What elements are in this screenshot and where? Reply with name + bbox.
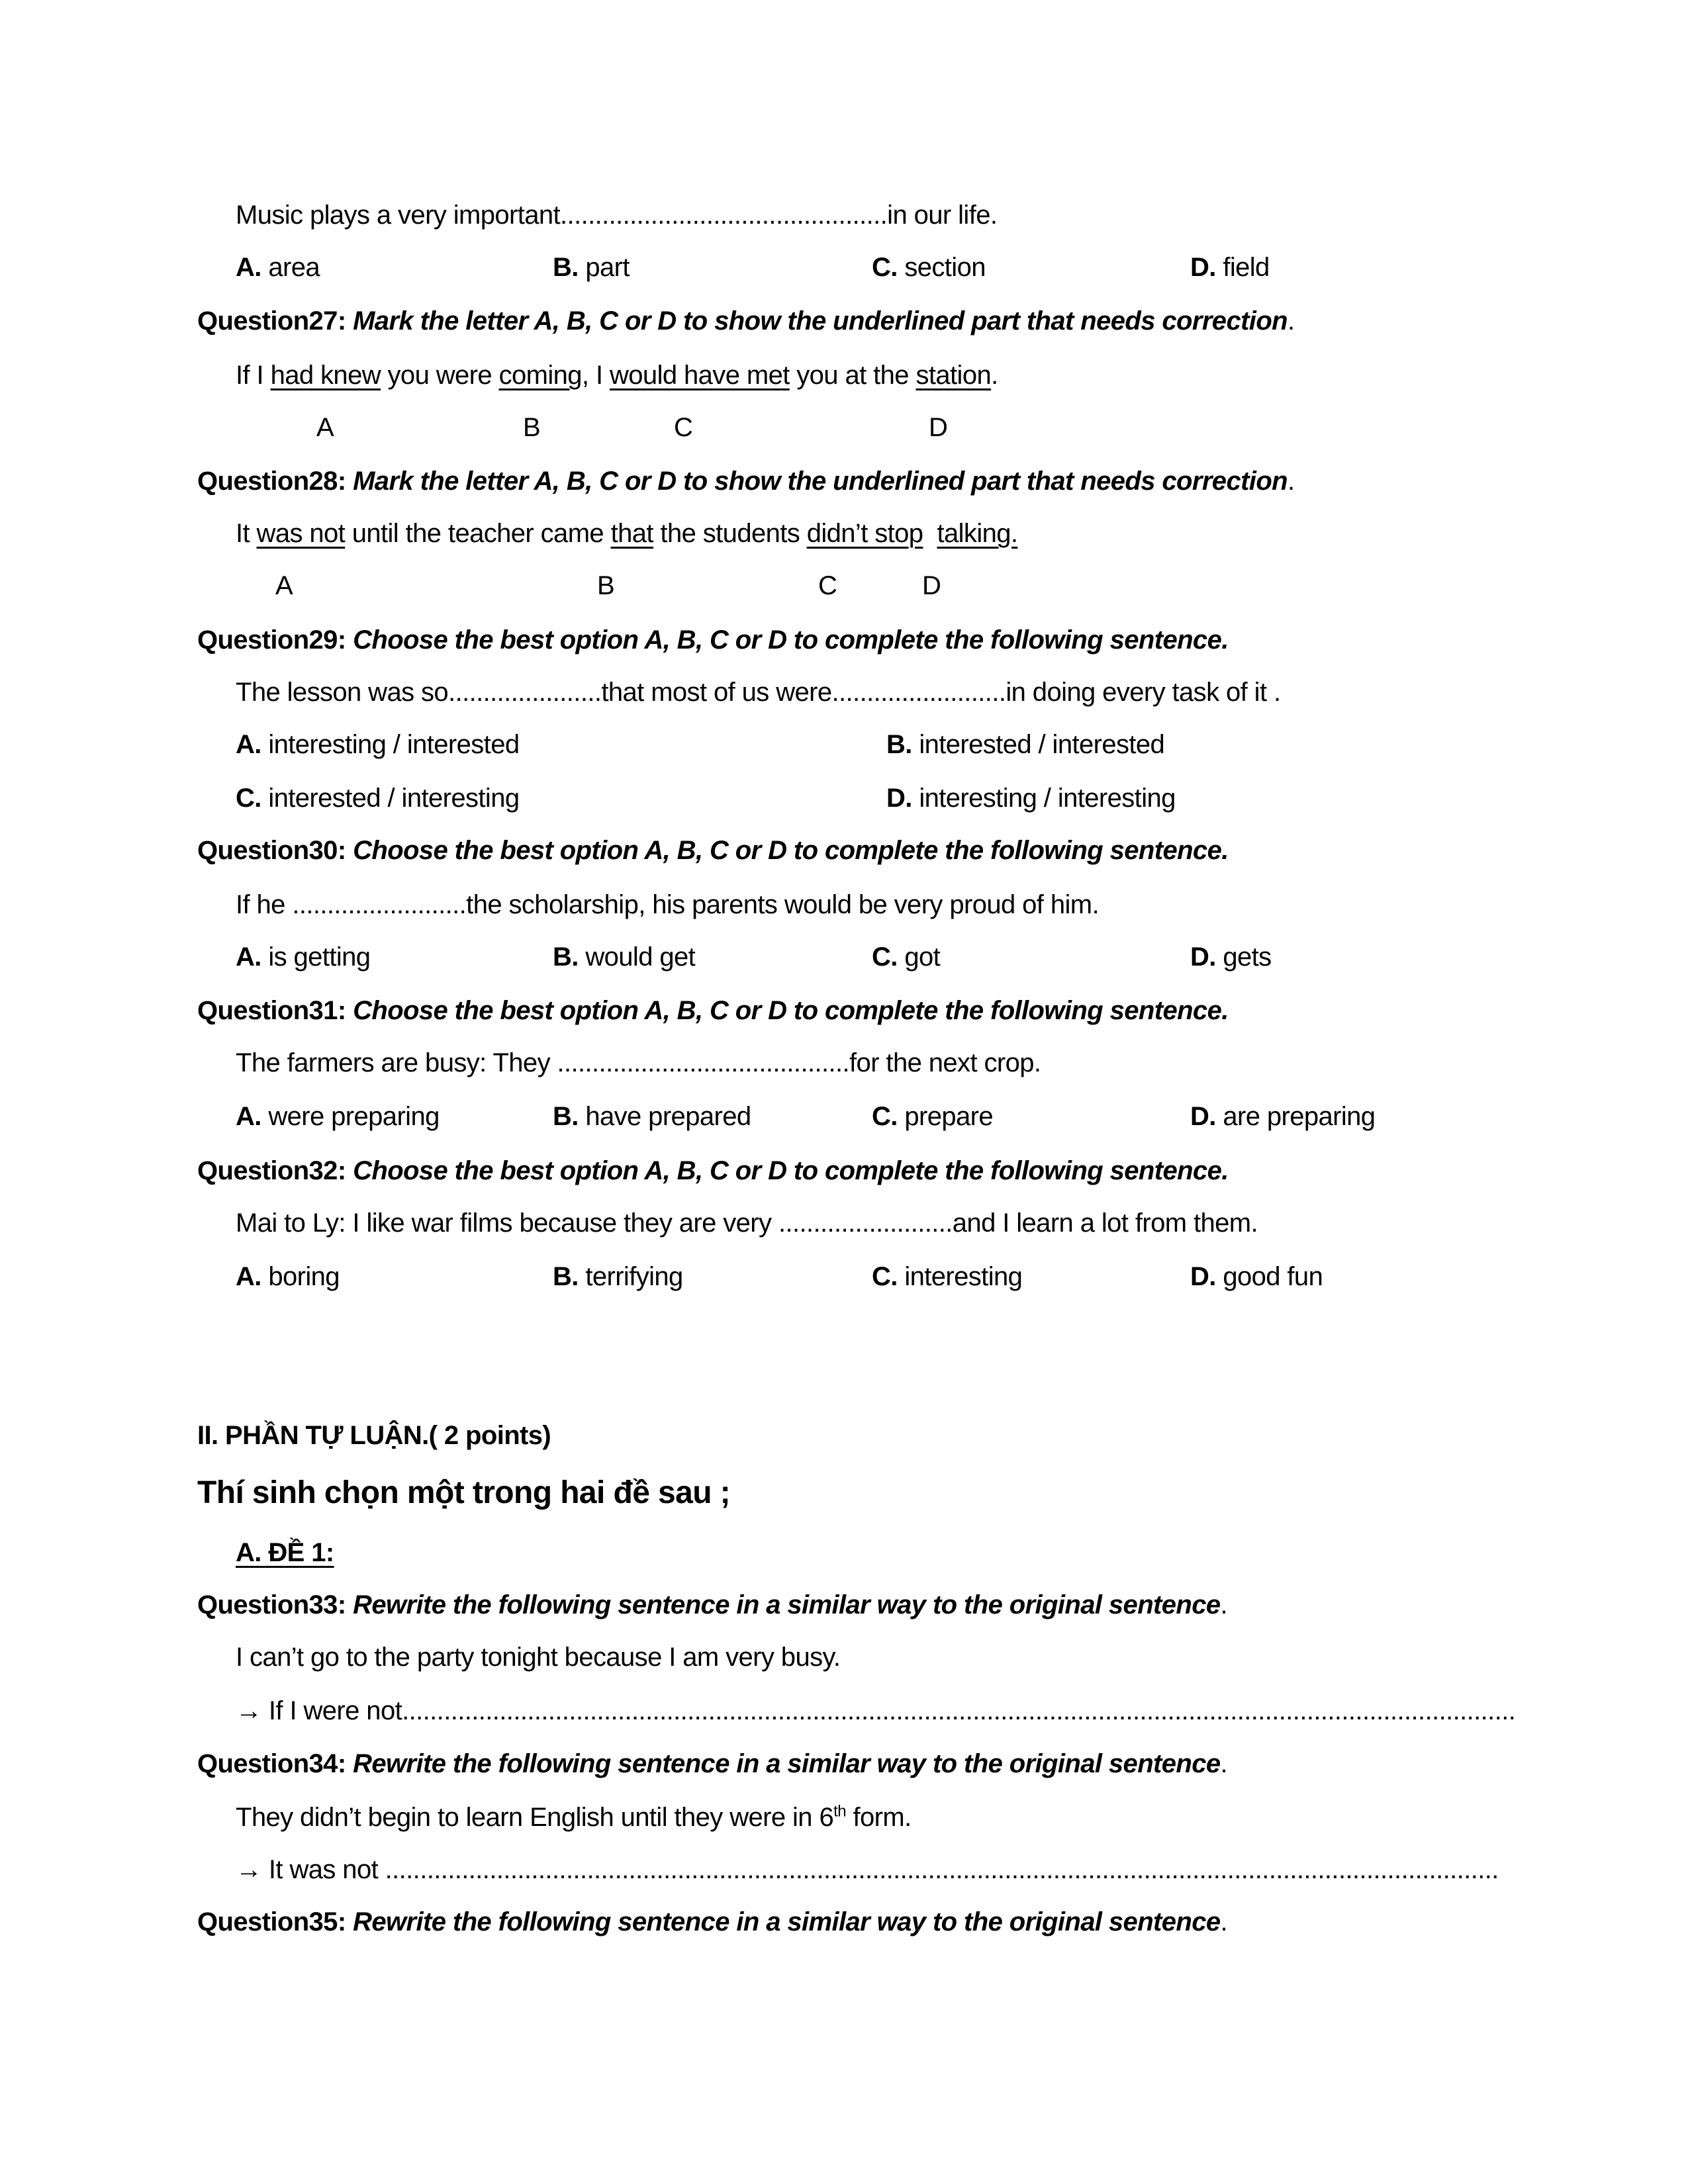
option-letter: D.: [1190, 1262, 1216, 1291]
q28-sentence: [236, 514, 1017, 553]
question-label: Question34:: [197, 1749, 346, 1778]
q28-letter-a: A: [275, 571, 293, 600]
arrow-icon: →: [236, 1855, 262, 1884]
option-text: part: [578, 253, 630, 282]
sentence-part: If I: [236, 361, 271, 390]
option-letter: D.: [1190, 1102, 1216, 1131]
option-letter: B.: [553, 1102, 579, 1131]
option-letter: B.: [553, 942, 579, 972]
question-instruction: Choose the best option A, B, C or D to complete the following sentence.: [346, 1156, 1229, 1185]
question-instruction: Choose the best option A, B, C or D to complete the following sentence.: [346, 836, 1229, 865]
question-instruction: Rewrite the following sentence in a similar way to the original sentence: [346, 1590, 1221, 1619]
question-label: Question27:: [197, 306, 346, 336]
q26-stem: Music plays a very important...............................................in our life.: [236, 201, 998, 230]
q29-option-b: [886, 725, 1164, 764]
q29-heading: [197, 620, 1229, 660]
question-instruction: Rewrite the following sentence in a similar way to the original sentence: [346, 1749, 1221, 1778]
q26-option-c: [872, 248, 986, 287]
question-label: Question32:: [197, 1156, 346, 1185]
question-end: .: [1288, 306, 1295, 336]
q28-letter-d: D: [922, 571, 941, 600]
option-letter: B.: [886, 730, 912, 759]
q29-option-d: [886, 778, 1176, 818]
option-letter: D.: [1190, 942, 1216, 972]
option-letter: D.: [886, 784, 912, 813]
q31-stem: The farmers are busy: They ..........................................for the next crop.: [236, 1048, 1041, 1077]
question-instruction: Rewrite the following sentence in a similar way to the original sentence: [346, 1907, 1221, 1936]
q32-stem: Mai to Ly: I like war films because they are very .........................and I learn a lot from them.: [236, 1208, 1258, 1238]
q30-option-d: [1190, 937, 1272, 977]
question-label: Question31:: [197, 996, 346, 1025]
option-text: interesting: [897, 1262, 1023, 1291]
underlined-part-a: was not: [256, 519, 346, 548]
option-text: interested / interested: [912, 730, 1165, 759]
q27-letter-a: A: [316, 413, 334, 442]
sentence-part: , I: [581, 361, 610, 390]
option-text: terrifying: [578, 1262, 683, 1291]
sentence-part: It: [236, 519, 257, 548]
option-text: would get: [578, 942, 696, 972]
question-instruction: Mark the letter A, B, C or D to show the underlined part that needs correction: [346, 467, 1288, 496]
q31-option-b: [553, 1097, 751, 1136]
option-letter: C.: [872, 1262, 898, 1291]
q34-answer-line: [236, 1850, 1499, 1889]
option-text: got: [897, 942, 941, 972]
q31-option-d: [1190, 1097, 1375, 1136]
underlined-part-c: didn’t stop: [806, 519, 923, 548]
q27-letter-d: D: [929, 413, 948, 442]
q30-stem: If he .........................the scholarship, his parents would be very proud of him.: [236, 890, 1099, 919]
q31-option-a: [236, 1097, 440, 1136]
de-1-heading: A. ĐỀ 1:: [236, 1538, 334, 1567]
ordinal-suffix: th: [833, 1802, 846, 1821]
option-text: interesting / interested: [261, 730, 520, 759]
question-label: Question28:: [197, 467, 346, 496]
option-text: section: [897, 253, 986, 282]
question-instruction: Mark the letter A, B, C or D to show the underlined part that needs correction: [346, 306, 1288, 336]
question-label: Question29:: [197, 625, 346, 655]
q29-option-c: [236, 778, 519, 818]
q30-option-b: [553, 937, 695, 977]
underlined-part-c: would have met: [609, 361, 790, 390]
q29-option-a: [236, 725, 519, 764]
q28-heading: [197, 461, 1295, 501]
sentence-part: until the teacher came: [345, 519, 611, 548]
q26-option-a: [236, 248, 320, 287]
q32-option-d: [1190, 1257, 1323, 1297]
option-text: boring: [261, 1262, 340, 1291]
underlined-part-b: that: [610, 519, 653, 548]
option-letter: A.: [236, 253, 261, 282]
question-instruction: Choose the best option A, B, C or D to complete the following sentence.: [346, 625, 1229, 655]
question-label: Question30:: [197, 836, 346, 865]
q34-heading: [197, 1744, 1227, 1784]
q30-option-a: [236, 937, 370, 977]
underlined-part-b: coming: [498, 361, 582, 390]
q33-answer-line: [236, 1691, 1516, 1731]
question-end: .: [1288, 467, 1295, 496]
option-text: have prepared: [578, 1102, 751, 1131]
q32-option-c: [872, 1257, 1022, 1297]
option-letter: C.: [872, 253, 898, 282]
option-text: field: [1215, 253, 1270, 282]
q27-letter-c: C: [674, 413, 693, 442]
q35-heading: [197, 1902, 1227, 1942]
q33-sentence: I can’t go to the party tonight because I am very busy.: [236, 1643, 841, 1672]
sentence-part: They didn’t begin to learn English until they were in 6: [236, 1803, 834, 1832]
q29-stem: The lesson was so......................that most of us were.........................in doing every task of it .: [236, 678, 1281, 707]
sentence-part: .: [991, 361, 998, 390]
q32-option-a: [236, 1257, 340, 1297]
arrow-icon: →: [236, 1696, 262, 1725]
sentence-part: [923, 519, 937, 548]
underlined-part-a: had knew: [270, 361, 381, 390]
option-text: are preparing: [1215, 1102, 1376, 1131]
answer-blank[interactable]: ................................................................................................................................................................: [385, 1855, 1499, 1884]
option-letter: C.: [872, 942, 898, 972]
option-letter: C.: [872, 1102, 898, 1131]
option-text: gets: [1215, 942, 1272, 972]
answer-blank[interactable]: ................................................................................................................................................................: [402, 1696, 1516, 1725]
option-letter: A.: [236, 1102, 261, 1131]
option-text: good fun: [1215, 1262, 1323, 1291]
option-text: interested / interesting: [261, 784, 520, 813]
sentence-part: you at the: [789, 361, 916, 390]
sentence-part: the students: [653, 519, 807, 548]
section-2-title: II. PHẦN TỰ LUẬN.( 2 points): [197, 1421, 551, 1450]
option-text: is getting: [261, 942, 371, 972]
q27-letter-b: B: [523, 413, 541, 442]
option-letter: B.: [553, 253, 579, 282]
q33-heading: [197, 1585, 1227, 1625]
question-end: .: [1220, 1907, 1228, 1936]
answer-prefix: It was not: [261, 1855, 385, 1884]
q30-heading: [197, 831, 1229, 870]
sentence-part: you were: [381, 361, 499, 390]
section-2-subtitle: Thí sinh chọn một trong hai đề sau ;: [197, 1475, 731, 1510]
option-letter: B.: [553, 1262, 579, 1291]
q27-heading: [197, 301, 1295, 341]
option-letter: A.: [236, 1262, 261, 1291]
option-text: area: [261, 253, 320, 282]
question-instruction: Choose the best option A, B, C or D to complete the following sentence.: [346, 996, 1229, 1025]
option-letter: D.: [1190, 253, 1216, 282]
option-letter: A.: [236, 942, 261, 972]
q31-option-c: [872, 1097, 993, 1136]
q28-letter-c: C: [818, 571, 837, 600]
question-label: Question35:: [197, 1907, 346, 1936]
q30-option-c: [872, 937, 940, 977]
option-letter: C.: [236, 784, 261, 813]
q31-heading: [197, 991, 1229, 1030]
q27-sentence: [236, 355, 998, 395]
option-text: were preparing: [261, 1102, 440, 1131]
underlined-part-d: station: [915, 361, 992, 390]
option-letter: A.: [236, 730, 261, 759]
q32-heading: [197, 1151, 1229, 1191]
option-text: prepare: [897, 1102, 993, 1131]
q26-option-b: [553, 248, 630, 287]
q28-letter-b: B: [597, 571, 615, 600]
q26-option-d: [1190, 248, 1270, 287]
q32-option-b: [553, 1257, 683, 1297]
question-end: .: [1220, 1590, 1228, 1619]
question-label: Question33:: [197, 1590, 346, 1619]
sentence-part: form.: [845, 1803, 912, 1832]
underlined-part-d: talking.: [937, 519, 1018, 548]
question-end: .: [1220, 1749, 1228, 1778]
answer-prefix: If I were not: [261, 1696, 402, 1725]
option-text: interesting / interesting: [912, 784, 1176, 813]
q34-sentence: [236, 1797, 912, 1837]
